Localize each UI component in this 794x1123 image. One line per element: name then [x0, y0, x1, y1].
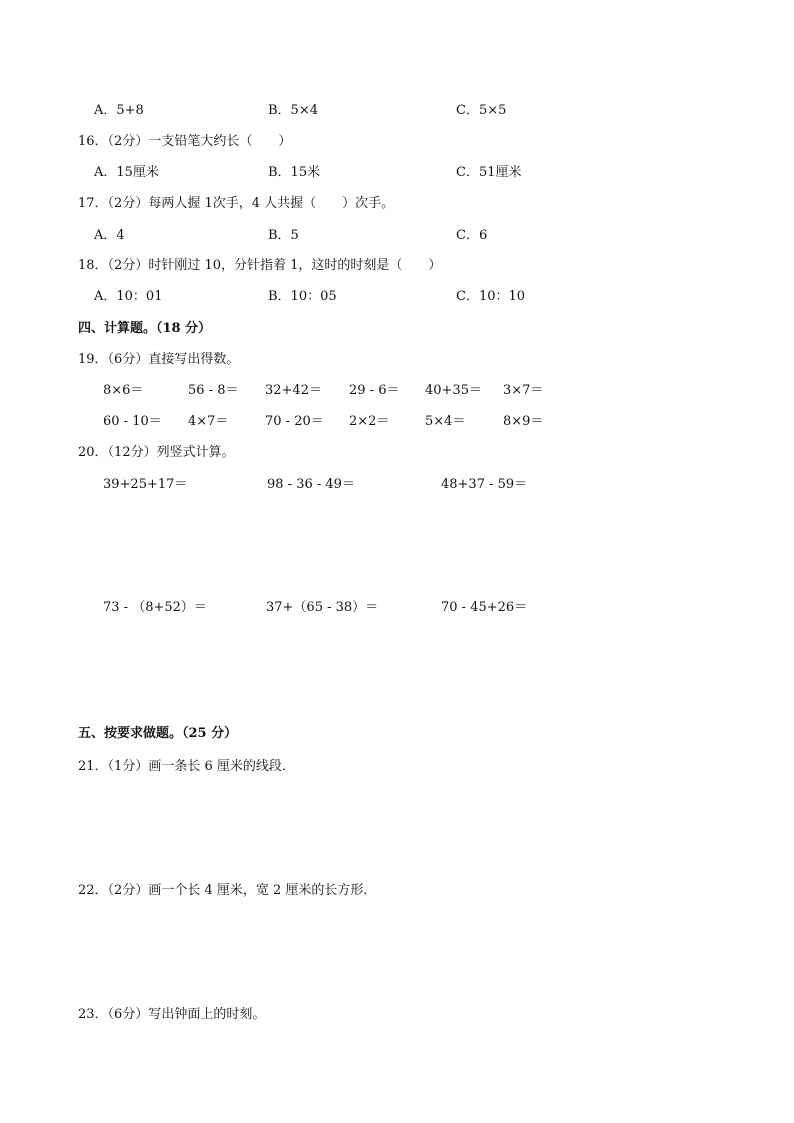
q20-item: 39+25+17＝ — [103, 477, 188, 492]
q20-item: 98 - 36 - 49＝ — [267, 477, 355, 492]
q20-stem: 20．（12分）列竖式计算。 — [78, 445, 235, 460]
q16-option-c: C．51厘米 — [456, 165, 522, 180]
q15-option-c: C．5×5 — [456, 103, 507, 118]
q18-stem: 18．（2分）时针刚过 10，分针指着 1，这时的时刻是（ ） — [78, 258, 442, 273]
section-4-title: 四、计算题。（18 分） — [78, 321, 212, 336]
q19-item: 29 - 6＝ — [349, 383, 400, 398]
q18-option-a: A．10：01 — [94, 289, 163, 304]
q19-item: 56 - 8＝ — [188, 383, 239, 398]
q22-stem: 22．（2分）画一个长 4 厘米，宽 2 厘米的长方形． — [78, 883, 377, 898]
q19-item: 8×6＝ — [103, 383, 144, 398]
q17-stem: 17．（2分）每两人握 1次手，4 人共握（ ）次手。 — [78, 196, 395, 211]
q18-option-c: C．10：10 — [456, 289, 526, 304]
q15-option-a: A．5+8 — [94, 103, 144, 118]
section-5-title: 五、按要求做题。（25 分） — [78, 726, 238, 741]
q16-option-b: B．15米 — [268, 165, 321, 180]
q21-stem: 21．（1分）画一条长 6 厘米的线段． — [78, 759, 295, 774]
q23-stem: 23．（6分）写出钟面上的时刻。 — [78, 1007, 266, 1022]
q19-item: 60 - 10＝ — [103, 414, 162, 429]
q16-stem: 16．（2分）一支铅笔大约长（ ） — [78, 134, 292, 149]
q19-item: 8×9＝ — [503, 414, 544, 429]
q17-option-c: C．6 — [456, 228, 488, 243]
q19-item: 4×7＝ — [188, 414, 229, 429]
q18-option-b: B．10：05 — [268, 289, 337, 304]
q19-item: 40+35＝ — [425, 383, 482, 398]
q19-item: 3×7＝ — [503, 383, 544, 398]
q20-item: 73 - （8+52）＝ — [103, 600, 207, 615]
q20-item: 48+37 - 59＝ — [441, 477, 528, 492]
q17-option-b: B．5 — [268, 228, 299, 243]
q20-item: 37+（65 - 38）＝ — [266, 600, 379, 615]
q19-item: 2×2＝ — [349, 414, 390, 429]
q16-option-a: A．15厘米 — [94, 165, 159, 180]
q19-item: 32+42＝ — [265, 383, 322, 398]
q19-stem: 19．（6分）直接写出得数。 — [78, 352, 240, 367]
q17-option-a: A．4 — [94, 228, 125, 243]
q20-item: 70 - 45+26＝ — [441, 600, 528, 615]
q15-option-b: B．5×4 — [268, 103, 318, 118]
q19-item: 5×4＝ — [425, 414, 466, 429]
q19-item: 70 - 20＝ — [265, 414, 324, 429]
